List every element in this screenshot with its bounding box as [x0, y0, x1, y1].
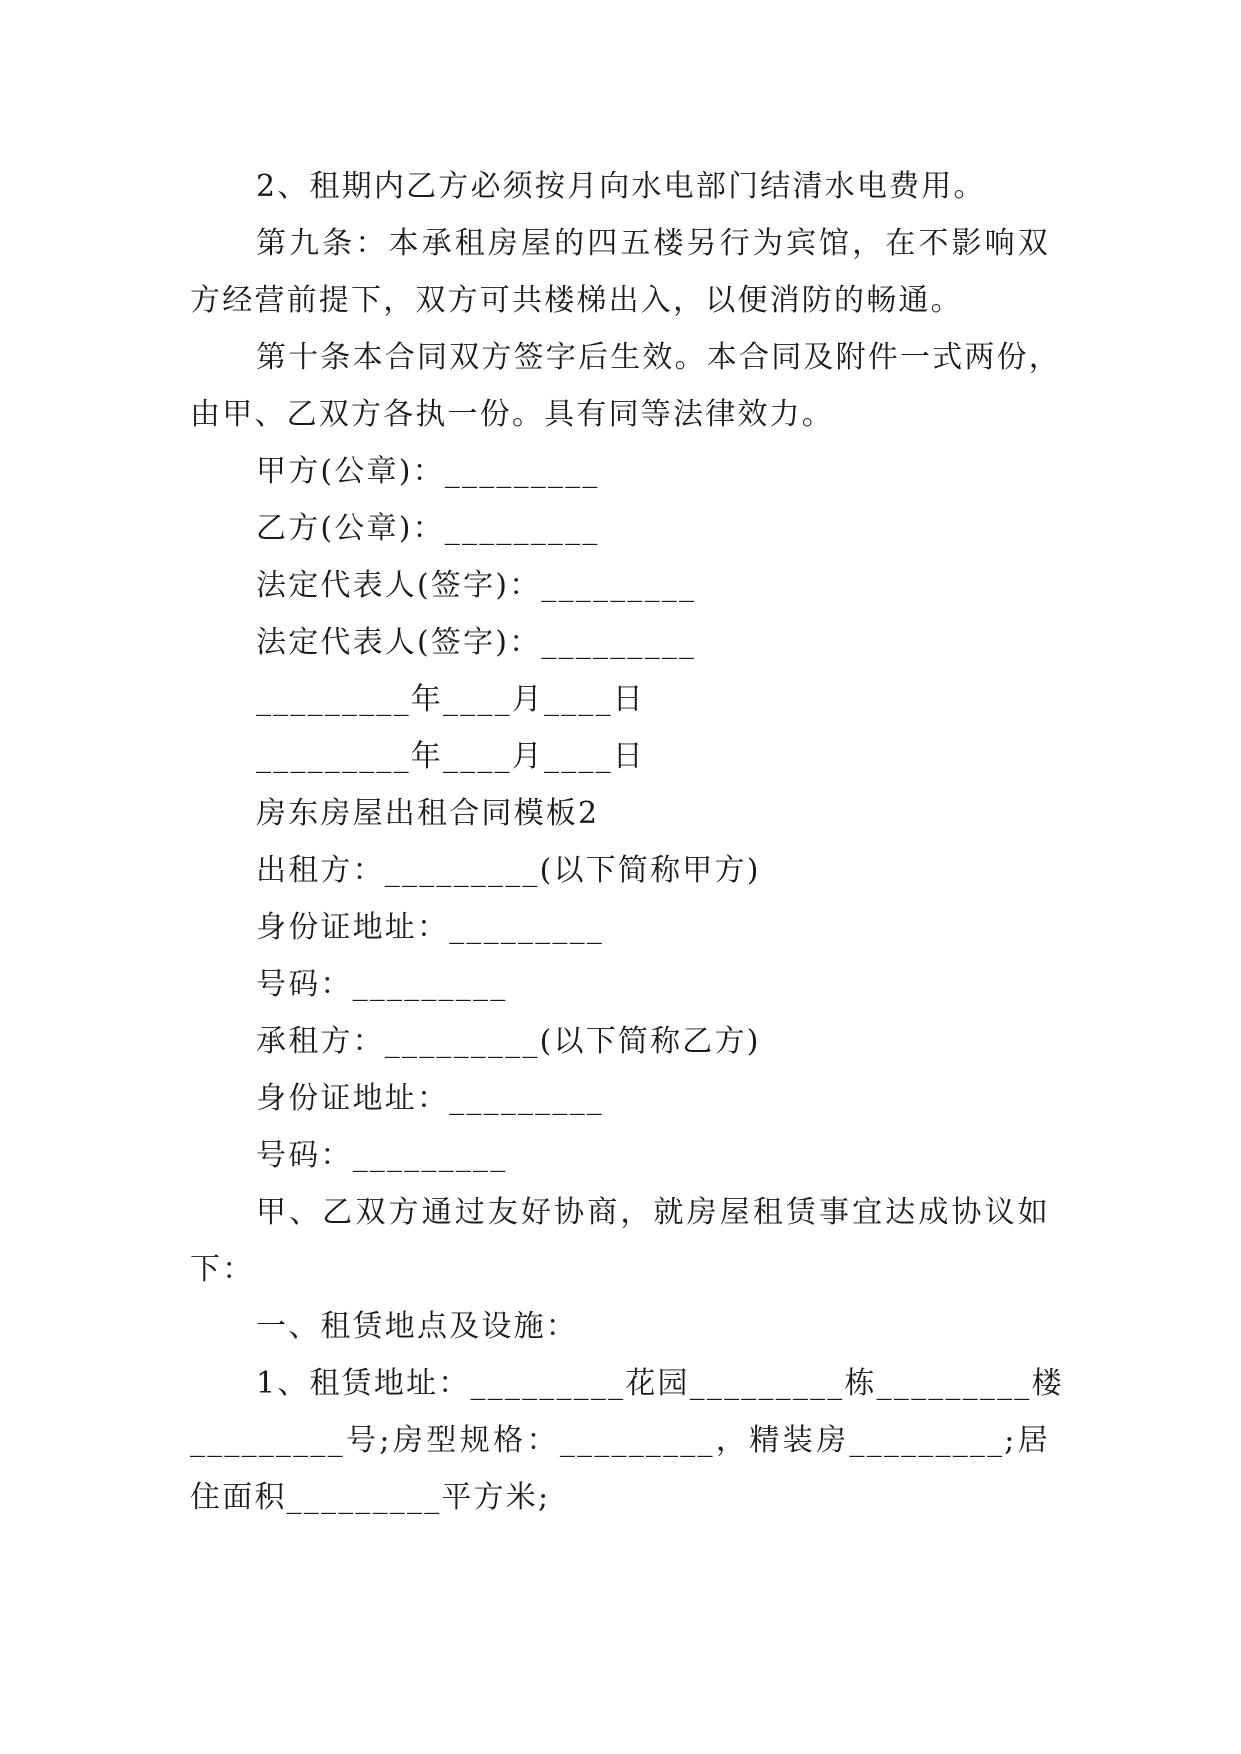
text-line: 下：	[190, 1252, 255, 1287]
text-line: 甲、乙双方通过友好协商，就房屋租赁事宜达成协议如	[256, 1195, 1050, 1230]
section-title: 房东房屋出租合同模板2	[256, 796, 600, 831]
date-field-2: _________年____月____日	[256, 739, 645, 774]
lessee-id-address-field: 身份证地址：_________	[256, 1081, 604, 1116]
text-line: 方经营前提下，双方可共楼梯出入，以便消防的畅通。	[190, 283, 963, 318]
clause-heading: 一、租赁地点及设施：	[256, 1309, 578, 1344]
document-body	[190, 158, 1064, 1526]
lessor-id-number-field: 号码：_________	[256, 967, 508, 1002]
text-line: 2、租期内乙方必须按月向水电部门结清水电费用。	[256, 169, 986, 204]
signature-field-party-b-seal: 乙方(公章)：_________	[256, 511, 600, 546]
lessee-field: 承租方：_________(以下简称乙方)	[256, 1024, 761, 1059]
signature-field-party-a-seal: 甲方(公章)：_________	[256, 454, 600, 489]
text-line: 第九条：本承租房屋的四五楼另行为宾馆，在不影响双	[256, 226, 1050, 261]
text-line: 第十条本合同双方签字后生效。本合同及附件一式两份，	[256, 340, 1061, 375]
lessee-id-number-field: 号码：_________	[256, 1138, 508, 1173]
room-spec-field: _________号;房型规格：_________，精装房_________;居	[190, 1423, 1050, 1458]
signature-field-legal-rep-1: 法定代表人(签字)：_________	[256, 568, 697, 603]
date-field-1: _________年____月____日	[256, 682, 645, 717]
lessor-id-address-field: 身份证地址：_________	[256, 910, 604, 945]
rental-address-field: 1、租赁地址：_________花园_________栋_________楼	[256, 1366, 1064, 1401]
living-area-field: 住面积_________平方米;	[190, 1480, 551, 1515]
lessor-field: 出租方：_________(以下简称甲方)	[256, 853, 761, 888]
text-line: 由甲、乙双方各执一份。具有同等法律效力。	[190, 397, 834, 432]
signature-field-legal-rep-2: 法定代表人(签字)：_________	[256, 625, 697, 660]
